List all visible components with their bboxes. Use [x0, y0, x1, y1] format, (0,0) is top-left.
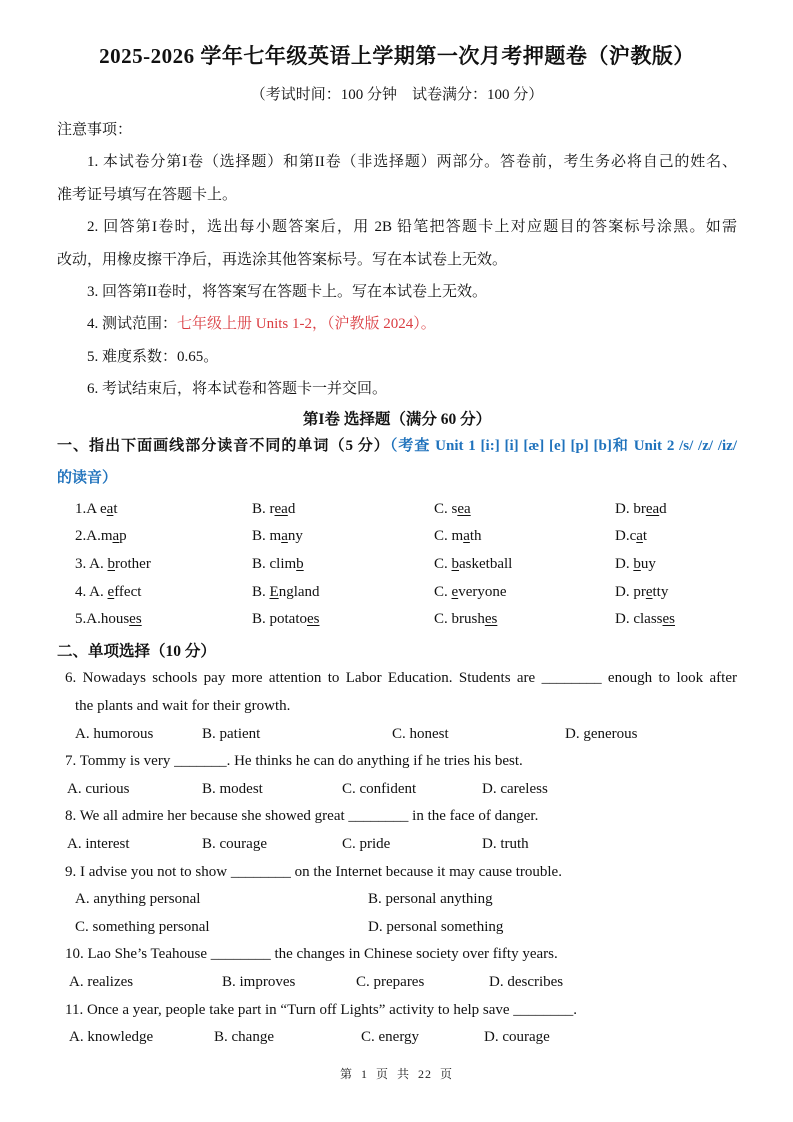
- phonics-q1-option-b: B. read: [252, 500, 296, 517]
- page-title: 2025-2026 学年七年级英语上学期第一次月考押题卷（沪教版）: [99, 44, 695, 68]
- q7-option-b: B. modest: [202, 780, 263, 797]
- exam-time-score-info: （考试时间：100 分钟 试卷满分：100 分）: [250, 87, 544, 103]
- q9-options-row-1: [57, 886, 737, 914]
- section1-heading-line-1: [57, 433, 737, 461]
- phonics-q4-option-d: D. pretty: [615, 583, 669, 600]
- q11-option-d: D. courage: [484, 1029, 550, 1046]
- q10-option-c: C. prepares: [356, 973, 425, 990]
- phonics-q5-option-b: B. potatoes: [252, 611, 320, 628]
- q6-option-a: A. humorous: [75, 725, 154, 742]
- note-item-5: 5. 难度系数：0.65。: [87, 348, 219, 365]
- phonics-q1-option-a: 1.A eat: [75, 500, 118, 517]
- phonics-q4-option-a: 4. A. effect: [75, 583, 142, 600]
- q7-option-d: D. careless: [482, 780, 548, 797]
- section2-title: 二、单项选择（10 分）: [57, 642, 216, 660]
- q6-option-b: B. patient: [202, 725, 261, 742]
- section1-heading-line-2: [57, 465, 737, 493]
- q6-stem-line-1: 6. Nowadays schools pay more attention to Labor Education. Students are ________ enough to look after: [65, 670, 737, 687]
- q10-option-b: B. improves: [222, 973, 296, 990]
- note-item-3: 3. 回答第II卷时，将答案写在答题卡上。写在本试卷上无效。: [87, 284, 487, 301]
- note-item-4-scope: 七年级上册 Units 1-2，（沪教版 2024）。: [177, 316, 436, 333]
- phonics-q3-option-a: 3. A. brother: [75, 556, 151, 573]
- section1-scope-note-line-1: （考查 Unit 1 [i:] [i] [æ] [e] [p] [b]和 Unit 2 /s/ /z/ /iz/: [389, 437, 737, 454]
- q8-option-a: A. interest: [67, 835, 130, 852]
- phonics-q3-option-b: B. climb: [252, 556, 304, 573]
- q10-option-d: D. describes: [489, 973, 564, 990]
- q11-option-b: B. change: [214, 1029, 274, 1046]
- note-item-1-line-2: 准考证号填写在答题卡上。: [57, 186, 238, 203]
- q8-option-c: C. pride: [342, 835, 391, 852]
- q9-option-b: B. personal anything: [368, 891, 493, 908]
- q7-stem: 7. Tommy is very _______. He thinks he can do anything if he tries his best.: [65, 753, 523, 770]
- phonics-q1-option-c: C. sea: [434, 500, 471, 517]
- note-item-6: 6. 考试结束后，将本试卷和答题卡一并交回。: [87, 381, 388, 398]
- phonics-q3-row: [57, 551, 737, 579]
- q9-options-row-2: [57, 914, 737, 942]
- q8-option-d: D. truth: [482, 835, 529, 852]
- q7-options-row: [57, 776, 737, 804]
- q11-option-a: A. knowledge: [69, 1029, 154, 1046]
- q10-stem: 10. Lao She’s Teahouse ________ the changes in Chinese society over fifty years.: [65, 946, 558, 963]
- q8-stem: 8. We all admire her because she showed great ________ in the face of danger.: [65, 808, 539, 825]
- q9-option-c: C. something personal: [75, 918, 210, 935]
- q7-option-c: C. confident: [342, 780, 417, 797]
- phonics-q1-row: [57, 496, 737, 524]
- phonics-q3-option-d: D. buy: [615, 556, 656, 573]
- q8-options-row: [57, 831, 737, 859]
- q6-stem-line-2: the plants and wait for their growth.: [75, 698, 291, 714]
- notes-section: [57, 114, 737, 406]
- phonics-q5-option-c: C. brushes: [434, 611, 498, 628]
- note-item-4-label: 4. 测试范围：: [87, 316, 178, 333]
- phonics-q1-option-d: D. bread: [615, 500, 667, 517]
- phonics-q2-option-c: C. math: [434, 528, 482, 545]
- page-number-footer: 第 1 页 共 22 页: [339, 1067, 453, 1081]
- note-item-2-line-2: 改动，用橡皮擦干净后，再选涂其他答案标号。写在本试卷上无效。: [57, 251, 508, 268]
- phonics-question-table: [57, 496, 737, 634]
- phonics-q2-row: [57, 523, 737, 551]
- q11-stem: 11. Once a year, people take part in “Turn off Lights” activity to help save ________.: [65, 1001, 578, 1018]
- q9-option-a: A. anything personal: [75, 891, 201, 908]
- phonics-q3-option-c: C. basketball: [434, 556, 513, 573]
- q10-option-a: A. realizes: [69, 973, 134, 990]
- q6-option-c: C. honest: [392, 725, 449, 742]
- part1-heading: 第I卷 选择题（满分 60 分）: [302, 410, 492, 428]
- phonics-q2-option-d: D.cat: [615, 528, 648, 545]
- phonics-q4-row: [57, 579, 737, 607]
- q11-options-row: [57, 1024, 737, 1052]
- q8-option-b: B. courage: [202, 835, 267, 852]
- note-item-2-line-1: 2. 回答第I卷时，选出每小题答案后，用 2B 铅笔把答题卡上对应题目的答案标号涂黑。如需: [87, 219, 737, 236]
- phonics-q5-option-a: 5.A.houses: [75, 611, 142, 628]
- q9-option-d: D. personal something: [368, 918, 504, 935]
- section1-scope-note-line-2: 的读音）: [57, 470, 118, 487]
- q6-options-row: [57, 721, 737, 749]
- q10-options-row: [57, 969, 737, 997]
- q7-option-a: A. curious: [67, 780, 130, 797]
- phonics-q5-row: [57, 606, 737, 634]
- phonics-q4-option-b: B. England: [252, 583, 320, 600]
- notes-heading: 注意事项：: [57, 122, 133, 138]
- note-item-4: [57, 308, 737, 340]
- q11-option-c: C. energy: [361, 1029, 420, 1046]
- section1-title: 一、指出下面画线部分读音不同的单词（5 分）: [57, 437, 390, 454]
- phonics-q2-option-a: 2.A.map: [75, 528, 127, 545]
- note-item-1-line-1: 1. 本试卷分第I卷（选择题）和第II卷（非选择题）两部分。答卷前，考生务必将自己的姓名、: [87, 154, 737, 171]
- q6-option-d: D. generous: [565, 725, 638, 742]
- phonics-q5-option-d: D. classes: [615, 611, 675, 628]
- phonics-q2-option-b: B. many: [252, 528, 303, 545]
- q9-stem: 9. I advise you not to show ________ on the Internet because it may cause trouble.: [65, 863, 562, 880]
- phonics-q4-option-c: C. everyone: [434, 583, 507, 600]
